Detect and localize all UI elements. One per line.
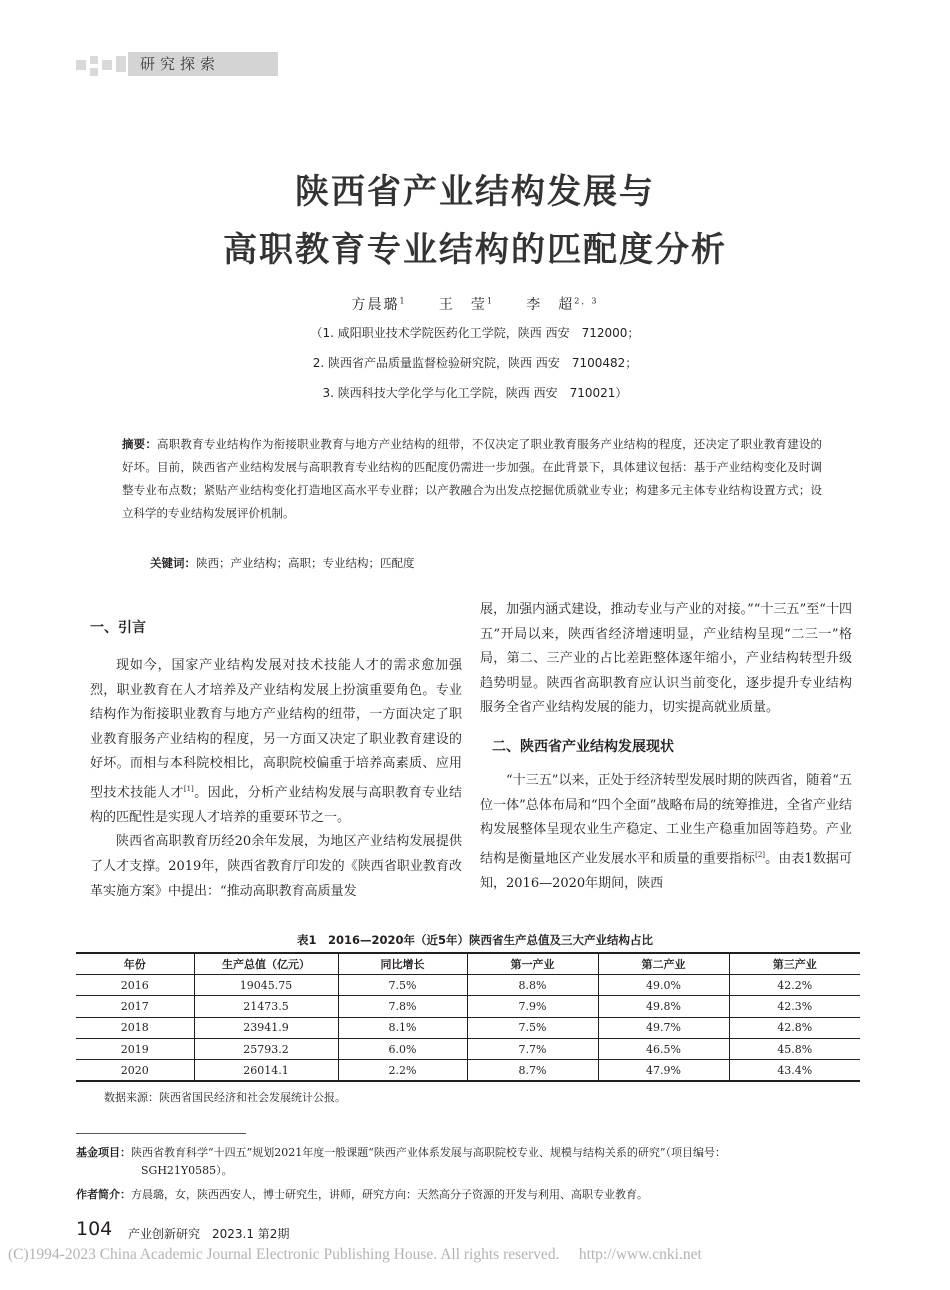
table-cell: 46.5%: [598, 1039, 729, 1060]
table-cell: 6.0%: [338, 1039, 467, 1060]
table-row: [76, 1060, 860, 1081]
table-header-cell: 第三产业: [729, 953, 860, 974]
paragraph: [90, 654, 462, 830]
table-header-cell: 生产总值（亿元）: [194, 953, 338, 974]
funding-text-cont: SGH21Y0585）。: [141, 1164, 233, 1177]
table-cell: 7.9%: [467, 996, 598, 1017]
author-name: 李 超: [526, 297, 575, 313]
author-affiliation-mark: 2，3: [574, 296, 599, 306]
keywords-text: 陕西；产业结构；高职；专业结构；匹配度: [196, 556, 415, 570]
keywords: [150, 555, 415, 571]
table-cell: 7.5%: [467, 1017, 598, 1038]
table-cell: 8.1%: [338, 1017, 467, 1038]
author-bio-label: 作者简介：: [76, 1188, 131, 1201]
section-heading-status: 二、陕西省产业结构发展现状: [492, 738, 674, 755]
section-label: 研究探索: [140, 55, 221, 73]
table-cell: 2017: [76, 996, 194, 1017]
table-row: [76, 996, 860, 1017]
table-cell: 2.2%: [338, 1060, 467, 1081]
table-cell: 7.5%: [338, 974, 467, 995]
article-title-line1: 陕西省产业结构发展与: [295, 172, 655, 212]
abstract-label: 摘要：: [122, 437, 158, 451]
author-bio-footnote: [76, 1186, 866, 1204]
table-header-cell: 同比增长: [338, 953, 467, 974]
table-cell: 7.8%: [338, 996, 467, 1017]
paragraph: 陕西省高职教育历经20余年发展，为地区产业结构发展提供了人才支撑。2019年，陕西省教育厅印发的《陕西省职业教育改革实施方案》中提出：“推动高职教育高质量发: [90, 834, 462, 899]
table-cell: 2020: [76, 1060, 194, 1081]
table-source-note: 数据来源：陕西省国民经济和社会发展统计公报。: [104, 1091, 346, 1104]
paragraph: [480, 769, 852, 896]
paragraph-text: 。由表1数据可知，2016—2020年期间，陕西: [480, 851, 852, 891]
table-header-cell: 第一产业: [467, 953, 598, 974]
table-cell: 43.4%: [729, 1060, 860, 1081]
page-number: 104: [76, 1218, 113, 1240]
author-name: 方晨璐: [351, 297, 400, 313]
author-list: [0, 294, 950, 314]
table-cell: 42.8%: [729, 1017, 860, 1038]
table-cell: 42.3%: [729, 996, 860, 1017]
header-decoration: [76, 56, 136, 76]
table-cell: 25793.2: [194, 1039, 338, 1060]
table-cell: 21473.5: [194, 996, 338, 1017]
author-affiliation-mark: 1: [399, 296, 407, 306]
paragraph-text: 。因此，分析产业结构发展与高职教育专业结构的匹配性是实现人才培养的重要环节之一。: [90, 785, 462, 825]
paragraph-text: 现如今，国家产业结构发展对技术技能人才的需求愈加强烈，职业教育在人才培养及产业结构发展上扮演重要角色。专业结构作为衔接职业教育与地方产业结构的纽带，一方面决定了职业教育服务产业结构的程度，另一方面又决定了职业教育建设的好坏。而相与本科院校相比，高职院校偏重于培养高素质、应用型技术技能人才: [90, 658, 462, 801]
table-cell: 49.7%: [598, 1017, 729, 1038]
paragraph-continued: 展，加强内涵式建设，推动专业与产业的对接。”“十三五”至“十四五”开局以来，陕西省经济增速明显，产业结构呈现“二三一”格局，第二、三产业的占比差距整体逐年缩小，产业结构转型升级趋势明显。陕西省高职教育应认识当前变化，逐步提升专业结构服务全省产业结构发展的能力，切实提高就业质量。: [480, 602, 852, 716]
author-bio-text: 方晨璐，女，陕西西安人，博士研究生，讲师，研究方向：天然高分子资源的开发与利用、高职专业教育。: [131, 1188, 648, 1201]
table-cell: 49.0%: [598, 974, 729, 995]
table-cell: 2019: [76, 1039, 194, 1060]
author-name: 王 莹: [438, 297, 487, 313]
section-heading-intro: 一、引言: [90, 620, 146, 636]
data-table: [76, 952, 860, 1082]
affiliation-line: 3. 陕西科技大学化学与化工学院，陕西 西安 710021）: [322, 386, 628, 400]
table-row: [76, 1039, 860, 1060]
table-header-cell: 第二产业: [598, 953, 729, 974]
table-header-row: [76, 953, 860, 974]
table-cell: 23941.9: [194, 1017, 338, 1038]
article-title-line2: 高职教育专业结构的匹配度分析: [223, 230, 727, 270]
table-header-cell: 年份: [76, 953, 194, 974]
table-cell: 2018: [76, 1017, 194, 1038]
table-caption: 表1 2016—2020年（近5年）陕西省生产总值及三大产业结构占比: [296, 933, 653, 947]
left-column: [90, 616, 462, 904]
table-cell: 49.8%: [598, 996, 729, 1017]
right-column: [480, 598, 852, 896]
affiliation-line: 2. 陕西省产品质量监督检验研究院，陕西 西安 7100482；: [312, 356, 638, 370]
abstract: [122, 433, 822, 525]
footnote-divider: [76, 1133, 246, 1134]
table-cell: 8.8%: [467, 974, 598, 995]
affiliation-line: （1. 咸阳职业技术学院医药化工学院，陕西 西安 712000；: [310, 326, 640, 340]
table-cell: 26014.1: [194, 1060, 338, 1081]
copyright-watermark: (C)1994-2023 China Academic Journal Electronic Publishing House. All rights reserved. http://www.cnki.net: [8, 1246, 702, 1263]
keywords-label: 关键词：: [150, 556, 196, 570]
table-cell: 45.8%: [729, 1039, 860, 1060]
table-cell: 8.7%: [467, 1060, 598, 1081]
funding-footnote: [76, 1144, 866, 1180]
table-cell: 42.2%: [729, 974, 860, 995]
funding-text: 陕西省教育科学“十四五”规划2021年度一般课题“陕西产业体系发展与高职院校专业、规模与结构关系的研究”（项目编号：: [131, 1146, 726, 1159]
journal-issue: 产业创新研究 2023.1 第2期: [128, 1227, 290, 1241]
author-affiliation-mark: 1: [486, 296, 494, 306]
table-row: [76, 1017, 860, 1038]
table-row: [76, 974, 860, 995]
paragraph-text: “十三五”以来，正处于经济转型发展时期的陕西省，随着“五位一体”总体布局和“四个全面”战略布局的统筹推进，全省产业结构发展整体呈现农业生产稳定、工业生产稳重加固等趋势。产业结构是衡量地区产业发展水平和质量的重要指标: [480, 772, 852, 867]
table-cell: 47.9%: [598, 1060, 729, 1081]
citation-ref: [1]: [183, 784, 194, 793]
table-cell: 2016: [76, 974, 194, 995]
abstract-text: 高职教育专业结构作为衔接职业教育与地方产业结构的纽带，不仅决定了职业教育服务产业结构的程度，还决定了职业教育建设的好坏。目前，陕西省产业结构发展与高职教育专业结构的匹配度仍需进一步加强。在此背景下，具体建议包括：基于产业结构变化及时调整专业布点数；紧贴产业结构变化打造地区高水平专业群；以产教融合为出发点挖掘优质就业专业；构建多元主体专业结构设置方式；设立科学的专业结构发展评价机制。: [122, 437, 823, 520]
citation-ref: [2]: [755, 850, 766, 859]
table-cell: 19045.75: [194, 974, 338, 995]
funding-label: 基金项目：: [76, 1146, 131, 1159]
table-cell: 7.7%: [467, 1039, 598, 1060]
